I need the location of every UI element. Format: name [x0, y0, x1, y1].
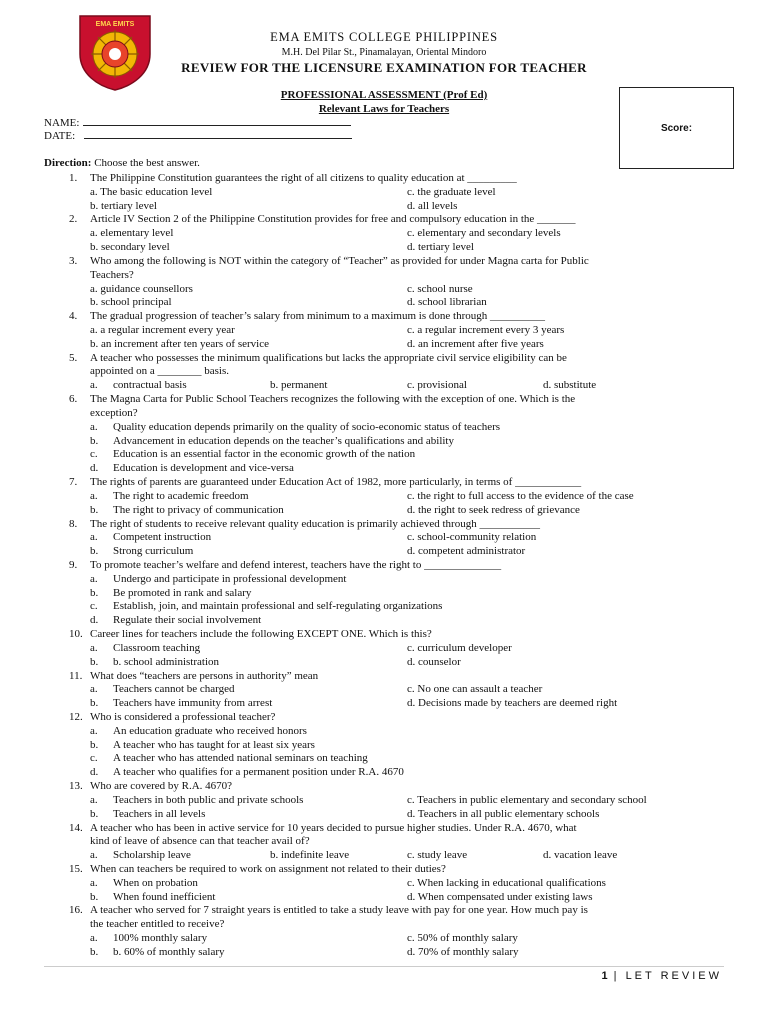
question-text: Teachers?: [90, 268, 134, 281]
answer-option-letter: b.: [90, 586, 99, 599]
answer-option[interactable]: d. competent administrator: [407, 545, 526, 558]
answer-option[interactable]: d. the right to seek redress of grievance: [407, 503, 580, 516]
answer-option-letter: b.: [90, 545, 99, 558]
score-label: Score:: [660, 123, 693, 134]
direction-label: Direction:: [44, 157, 92, 169]
direction: [44, 157, 200, 169]
answer-option[interactable]: An education graduate who received honors: [113, 724, 307, 737]
answer-option[interactable]: contractual basis: [113, 379, 187, 392]
answer-option[interactable]: d. an increment after five years: [407, 337, 544, 350]
question-number: 11.: [69, 669, 83, 682]
answer-option[interactable]: b. school principal: [90, 296, 172, 309]
answer-option[interactable]: d. When compensated under existing laws: [407, 890, 593, 903]
answer-option-letter: b.: [90, 697, 99, 710]
name-label: NAME:: [44, 117, 80, 129]
question-text: exception?: [90, 406, 138, 419]
question-text: The Philippine Constitution guarantees the right of all citizens to quality education at _________: [90, 172, 517, 184]
question-number: 9.: [69, 558, 78, 571]
answer-option[interactable]: b. 60% of monthly salary: [113, 945, 225, 958]
answer-option[interactable]: d. counselor: [407, 655, 461, 668]
answer-option[interactable]: A teacher who qualifies for a permanent position under R.A. 4670: [113, 766, 404, 779]
answer-option-letter: a.: [90, 572, 98, 585]
answer-option-letter: c.: [90, 752, 98, 765]
answer-option-letter: c.: [90, 448, 98, 461]
question-number: 6.: [69, 393, 78, 406]
answer-option[interactable]: d. 70% of monthly salary: [407, 945, 519, 958]
question-number: 2.: [69, 213, 78, 226]
answer-option[interactable]: c. elementary and secondary levels: [407, 227, 561, 240]
answer-option[interactable]: c. When lacking in educational qualifications: [407, 876, 606, 889]
answer-option[interactable]: When on probation: [113, 876, 198, 889]
answer-option[interactable]: The right to privacy of communication: [113, 503, 284, 516]
question-number: 5.: [69, 351, 78, 364]
date-blank[interactable]: [84, 130, 352, 139]
answer-option[interactable]: 100% monthly salary: [113, 932, 208, 945]
answer-option-letter: b.: [90, 655, 99, 668]
answer-option[interactable]: Be promoted in rank and salary: [113, 586, 252, 599]
question-text: A teacher who served for 7 straight years is entitled to take a study leave with pay for one year. How much pay is: [90, 904, 588, 917]
college-address: M.H. Del Pilar St., Pinamalayan, Oriental Mindoro: [281, 47, 487, 58]
answer-option[interactable]: Undergo and participate in professional development: [113, 572, 347, 585]
answer-option[interactable]: a. elementary level: [90, 227, 174, 240]
answer-option-letter: a.: [90, 531, 98, 544]
question-number: 7.: [69, 476, 78, 489]
answer-option-letter: d.: [90, 462, 99, 475]
answer-option[interactable]: c. the graduate level: [407, 185, 496, 198]
answer-option-letter: b.: [90, 945, 99, 958]
question-number: 8.: [69, 517, 78, 530]
answer-option-letter: b.: [90, 434, 99, 447]
question-number: 1.: [69, 172, 78, 184]
question-text: Who is considered a professional teacher?: [90, 710, 276, 723]
answer-option[interactable]: Advancement in education depends on the teacher’s qualifications and ability: [113, 434, 454, 447]
page-footer: [601, 970, 722, 982]
answer-option[interactable]: a. a regular increment every year: [90, 324, 235, 337]
question-text: The right of students to receive relevant quality education is primarily achieved through ___________: [90, 517, 540, 530]
answer-option[interactable]: b. indefinite leave: [270, 849, 350, 862]
answer-option-letter: a.: [90, 793, 98, 806]
answer-option[interactable]: b. permanent: [270, 379, 328, 392]
question-text: To promote teacher’s welfare and defend interest, teachers have the right to ______________: [90, 558, 502, 571]
question-text: Who are covered by R.A. 4670?: [90, 780, 233, 793]
question-text: Career lines for teachers include the following EXCEPT ONE. Which is this?: [90, 628, 432, 641]
answer-option[interactable]: d. tertiary level: [407, 241, 474, 254]
answer-option[interactable]: Quality education depends primarily on the quality of socio-economic status of teachers: [113, 420, 501, 433]
question-text: A teacher who possesses the minimum qualifications but lacks the appropriate civil service eligibility can be: [90, 351, 567, 364]
answer-option[interactable]: c. a regular increment every 3 years: [407, 324, 565, 337]
footer-separator: |: [607, 970, 626, 982]
answer-option[interactable]: d. Decisions made by teachers are deemed right: [407, 697, 618, 710]
answer-option[interactable]: c. 50% of monthly salary: [407, 932, 518, 945]
answer-option[interactable]: Education is an essential factor in the economic growth of the nation: [113, 448, 416, 461]
question-text: appointed on a ________ basis.: [90, 365, 230, 378]
answer-option[interactable]: c. curriculum developer: [407, 641, 512, 654]
review-title: REVIEW FOR THE LICENSURE EXAMINATION FOR TEACHER: [181, 60, 587, 75]
date-label: DATE:: [44, 130, 76, 142]
answer-option[interactable]: Teachers have immunity from arrest: [113, 697, 273, 710]
direction-text: Choose the best answer.: [91, 157, 200, 169]
question-text: The rights of parents are guaranteed under Education Act of 1982, more particularly, in terms of ____________: [90, 476, 582, 489]
answer-option-letter: b.: [90, 807, 99, 820]
question-text: When can teachers be required to work on assignment not related to their duties?: [90, 863, 446, 875]
answer-option-letter: a.: [90, 849, 98, 862]
answer-option[interactable]: a. The basic education level: [90, 185, 213, 198]
answer-option[interactable]: Scholarship leave: [113, 849, 191, 862]
footer-text: LET REVIEW: [625, 970, 722, 982]
subject-title: PROFESSIONAL ASSESSMENT (Prof Ed): [280, 89, 488, 101]
college-name: EMA EMITS COLLEGE PHILIPPINES: [270, 30, 498, 44]
name-field[interactable]: [44, 117, 351, 129]
question-text: Article IV Section 2 of the Philippine Constitution provides for free and compulsory education in the _______: [90, 213, 576, 226]
answer-option[interactable]: Competent instruction: [113, 531, 212, 544]
question-number: 15.: [69, 863, 83, 875]
answer-option[interactable]: d. vacation leave: [543, 849, 618, 862]
question-text: The Magna Carta for Public School Teachers recognizes the following with the exception of one. Which is the: [90, 393, 576, 406]
answer-option[interactable]: The right to academic freedom: [113, 489, 249, 502]
answer-option-letter: a.: [90, 724, 98, 737]
answer-option[interactable]: a. guidance counsellors: [90, 282, 193, 295]
answer-option[interactable]: Teachers in both public and private schools: [113, 793, 304, 806]
answer-option[interactable]: c. study leave: [407, 849, 468, 862]
question-text: The gradual progression of teacher’s salary from minimum to a maximum is done through __________: [90, 310, 545, 323]
answer-option-letter: a.: [90, 489, 98, 502]
question-text: Who among the following is NOT within the category of “Teacher” as provided for under Magna carta for Public: [90, 254, 589, 267]
answer-option[interactable]: b. an increment after ten years of service: [90, 337, 269, 350]
answer-option[interactable]: A teacher who has attended national seminars on teaching: [113, 752, 368, 765]
question-number: 14.: [69, 821, 83, 834]
answer-option[interactable]: Teachers in all levels: [113, 807, 206, 820]
answer-option-letter: d.: [90, 614, 99, 627]
page-number: 1: [601, 970, 608, 982]
answer-option-letter: a.: [90, 932, 98, 945]
answer-option[interactable]: c. Teachers in public elementary and secondary school: [407, 793, 647, 806]
question-number: 12.: [69, 710, 83, 723]
logo-text: EMA EMITS: [95, 21, 135, 28]
answer-option[interactable]: Classroom teaching: [113, 641, 201, 654]
answer-option[interactable]: Establish, join, and maintain professional and self-regulating organizations: [113, 600, 443, 613]
answer-option-letter: d.: [90, 766, 99, 779]
answer-option[interactable]: c. provisional: [407, 379, 467, 392]
question-number: 16.: [69, 904, 83, 917]
answer-option[interactable]: d. school librarian: [407, 296, 487, 309]
answer-option[interactable]: c. No one can assault a teacher: [407, 683, 543, 696]
date-field[interactable]: [44, 130, 352, 142]
topic-title: Relevant Laws for Teachers: [318, 103, 450, 115]
name-blank[interactable]: [83, 117, 351, 126]
answer-option[interactable]: c. the right to full access to the evidence of the case: [407, 489, 634, 502]
answer-option[interactable]: d. all levels: [407, 199, 458, 212]
question-number: 13.: [69, 780, 83, 793]
answer-option-letter: a.: [90, 379, 98, 392]
answer-option[interactable]: b. tertiary level: [90, 199, 157, 212]
question-number: 4.: [69, 310, 78, 323]
question-number: 10.: [69, 628, 83, 641]
footer-rule: [44, 966, 724, 967]
question-text: the teacher entitled to receive?: [90, 918, 225, 931]
answer-option-letter: c.: [90, 600, 98, 613]
answer-option[interactable]: Strong curriculum: [113, 545, 194, 558]
question-number: 3.: [69, 254, 78, 267]
answer-option-letter: a.: [90, 683, 98, 696]
answer-option-letter: b.: [90, 890, 99, 903]
question-text: kind of leave of absence can that teacher avail of?: [90, 835, 310, 848]
question-text: What does “teachers are persons in authority” mean: [90, 669, 319, 682]
question-text: A teacher who has been in active service for 10 years decided to pursue higher studies. Under R.A. 4670, what: [90, 821, 577, 834]
answer-option[interactable]: d. substitute: [543, 379, 597, 392]
answer-option-letter: a.: [90, 420, 98, 433]
answer-option[interactable]: b. secondary level: [90, 241, 170, 254]
answer-option-letter: b.: [90, 738, 99, 751]
answer-option[interactable]: d. Teachers in all public elementary schools: [407, 807, 600, 820]
answer-option-letter: a.: [90, 641, 98, 654]
answer-option[interactable]: c. school-community relation: [407, 531, 537, 544]
score-box[interactable]: [619, 87, 734, 169]
answer-option-letter: a.: [90, 876, 98, 889]
answer-option[interactable]: b. school administration: [113, 655, 220, 668]
answer-option[interactable]: c. school nurse: [407, 282, 473, 295]
answer-option-letter: b.: [90, 503, 99, 516]
answer-option[interactable]: When found inefficient: [113, 890, 216, 903]
answer-option[interactable]: Education is development and vice-versa: [113, 462, 294, 475]
answer-option[interactable]: Regulate their social involvement: [113, 614, 262, 627]
answer-option[interactable]: A teacher who has taught for at least six years: [113, 738, 315, 751]
answer-option[interactable]: Teachers cannot be charged: [113, 683, 235, 696]
